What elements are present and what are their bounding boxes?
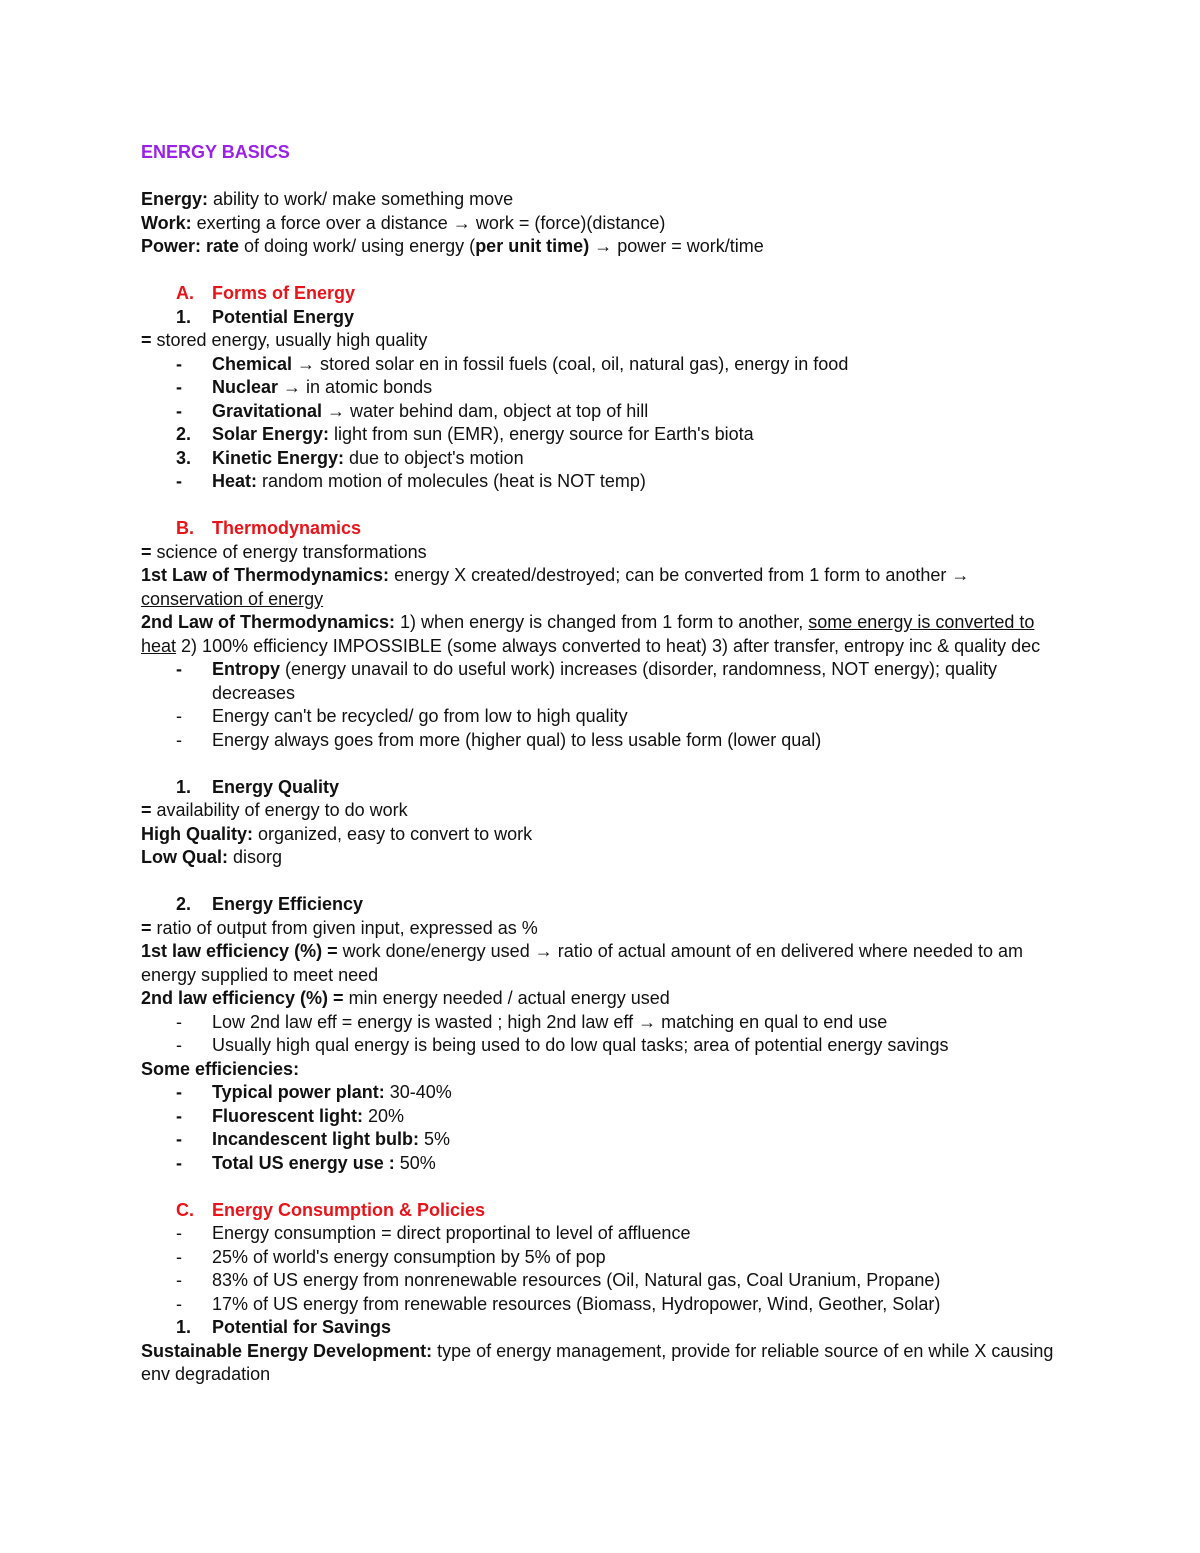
list-item: - Energy can't be recycled/ go from low to high quality	[176, 706, 628, 726]
list-item: - Chemical → stored solar en in fossil fuels (coal, oil, natural gas), energy in food	[176, 353, 849, 374]
list-item: - Entropy (energy unavail to do useful work) increases (disorder, randomness, NOT energy); quality decreases	[176, 659, 998, 703]
first-law-paragraph: 1st Law of Thermodynamics: energy X created/destroyed; can be converted from 1 form to another → conservation of energy	[141, 565, 970, 609]
section-a-heading: A. Forms of Energy	[176, 283, 356, 303]
list-item: - 83% of US energy from nonrenewable resources (Oil, Natural gas, Coal Uranium, Propane)	[176, 1270, 941, 1290]
thermodynamics-desc: = science of energy transformations	[141, 541, 427, 562]
kinetic-energy-item: 3. Kinetic Energy: due to object's motion	[176, 447, 524, 468]
potential-energy-heading: 1. Potential Energy	[176, 306, 355, 327]
energy-definition: Energy: ability to work/ make something move	[141, 189, 514, 209]
first-law-efficiency: 1st law efficiency (%) = work done/energy used → ratio of actual amount of en delivered where needed to am energy supplied to meet need	[141, 941, 1023, 985]
potential-energy-desc: = stored energy, usually high quality	[141, 330, 428, 350]
list-item: - Energy consumption = direct proportinal to level of affluence	[176, 1223, 691, 1243]
list-item: - Gravitational → water behind dam, object at top of hill	[176, 400, 649, 421]
work-definition: Work: exerting a force over a distance → work = (force)(distance)	[141, 212, 666, 233]
list-item: - 25% of world's energy consumption by 5% of pop	[176, 1246, 606, 1267]
list-item: - Typical power plant: 30-40%	[176, 1082, 452, 1102]
list-item: - Nuclear → in atomic bonds	[176, 377, 433, 397]
energy-efficiency-desc: = ratio of output from given input, expressed as %	[141, 917, 538, 938]
list-item: - Low 2nd law eff = energy is wasted ; high 2nd law eff → matching en qual to end use	[176, 1011, 888, 1032]
energy-quality-desc: = availability of energy to do work	[141, 800, 408, 820]
heat-item: - Heat: random motion of molecules (heat is NOT temp)	[176, 471, 646, 491]
some-efficiencies-label: Some efficiencies:	[141, 1058, 300, 1079]
list-item: - Usually high qual energy is being used to do low qual tasks; area of potential energy savings	[176, 1035, 949, 1055]
power-definition: Power: rate of doing work/ using energy (per unit time) → power = work/time	[141, 236, 764, 256]
list-item: - Incandescent light bulb: 5%	[176, 1129, 451, 1149]
low-quality-line: Low Qual: disorg	[141, 847, 283, 867]
page-title: ENERGY BASICS	[141, 142, 290, 162]
sustainable-energy-paragraph: Sustainable Energy Development: type of energy management, provide for reliable source of en while X causing env degradation	[141, 1340, 1054, 1384]
section-b-heading: B. Thermodynamics	[176, 518, 362, 538]
second-law-efficiency: 2nd law efficiency (%) = min energy needed / actual energy used	[141, 988, 670, 1008]
list-item: - Total US energy use : 50%	[176, 1152, 436, 1173]
energy-efficiency-heading: 2. Energy Efficiency	[176, 894, 364, 914]
energy-quality-heading: 1. Energy Quality	[176, 776, 340, 797]
list-item: - Fluorescent light: 20%	[176, 1105, 405, 1126]
potential-savings-heading: 1. Potential for Savings	[176, 1317, 392, 1337]
section-c-heading: C. Energy Consumption & Policies	[176, 1199, 486, 1220]
solar-energy-item: 2. Solar Energy: light from sun (EMR), energy source for Earth's biota	[176, 424, 754, 444]
second-law-paragraph: 2nd Law of Thermodynamics: 1) when energy is changed from 1 form to another, some energy is converted to heat 2) 100% efficiency IMPOSSIBLE (some always converted to heat) 3) after transfer, entropy inc & quality dec	[141, 612, 1041, 656]
document-page	[141, 141, 1061, 1387]
list-item: - Energy always goes from more (higher qual) to less usable form (lower qual)	[176, 729, 822, 750]
list-item: - 17% of US energy from renewable resources (Biomass, Hydropower, Wind, Geother, Solar)	[176, 1293, 941, 1314]
high-quality-line: High Quality: organized, easy to convert to work	[141, 823, 533, 844]
